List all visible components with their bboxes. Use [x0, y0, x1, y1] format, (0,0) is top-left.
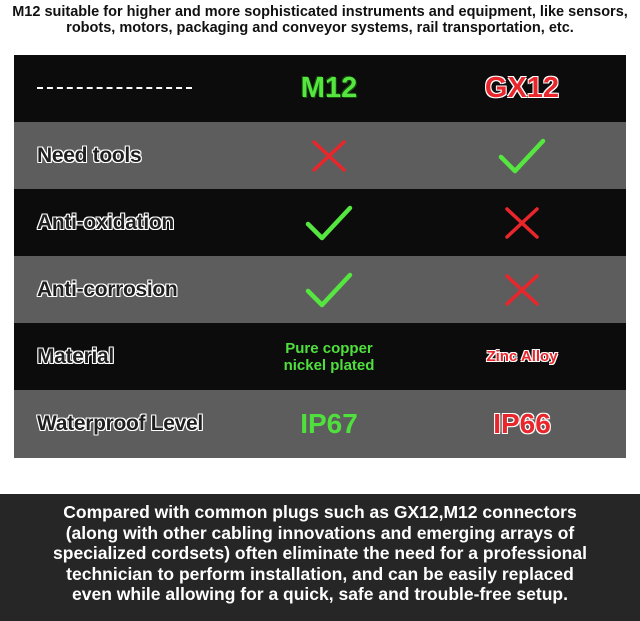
row-label: Anti-oxidation [37, 210, 174, 234]
summary-line-5: even while allowing for a quick, safe and trouble-free setup. [72, 584, 568, 604]
material-m12-line-2: nickel plated [283, 356, 375, 374]
column-header-gx12: GX12 [484, 72, 560, 104]
row-label: Anti-corrosion [37, 277, 178, 301]
column-header-m12: M12 [300, 72, 358, 104]
table-row-anti-corrosion [14, 256, 626, 323]
red-cross-icon [502, 272, 542, 308]
summary-text [20, 502, 620, 605]
row-label: Material [37, 344, 114, 368]
intro-line-2: robots, motors, packaging and conveyor systems, rail transportation, etc. [66, 20, 574, 36]
waterproof-gx12: IP66 [493, 408, 551, 439]
comparison-table [14, 55, 626, 458]
red-cross-icon [309, 138, 349, 174]
summary-panel [0, 494, 640, 621]
red-cross-icon [502, 205, 542, 241]
table-header-row [14, 55, 626, 122]
header-dashes-divider [37, 87, 192, 89]
material-m12-line-1: Pure copper [285, 339, 373, 357]
intro-text [0, 4, 640, 36]
intro-line-1: M12 suitable for higher and more sophisticated instruments and equipment, like sensors, [12, 4, 628, 20]
material-gx12: Zinc Alloy [486, 348, 558, 365]
summary-line-4: technician to perform installation, and can be easily replaced [66, 563, 574, 584]
summary-line-2: (along with other cabling innovations and emerging arrays of [65, 522, 575, 543]
material-m12 [284, 340, 375, 374]
green-check-icon [304, 203, 354, 243]
table-row-waterproof-level [14, 390, 626, 458]
table-row-material [14, 323, 626, 390]
summary-line-3: specialized cordsets) often eliminate the need for a professional [53, 543, 587, 563]
green-check-icon [497, 136, 547, 176]
green-check-icon [304, 270, 354, 310]
row-label: Need tools [37, 143, 142, 167]
summary-line-1: Compared with common plugs such as GX12,M12 connectors [63, 502, 577, 522]
waterproof-m12: IP67 [300, 408, 358, 439]
table-row-anti-oxidation [14, 189, 626, 256]
table-row-need-tools [14, 122, 626, 189]
row-label: Waterproof Level [37, 412, 203, 435]
